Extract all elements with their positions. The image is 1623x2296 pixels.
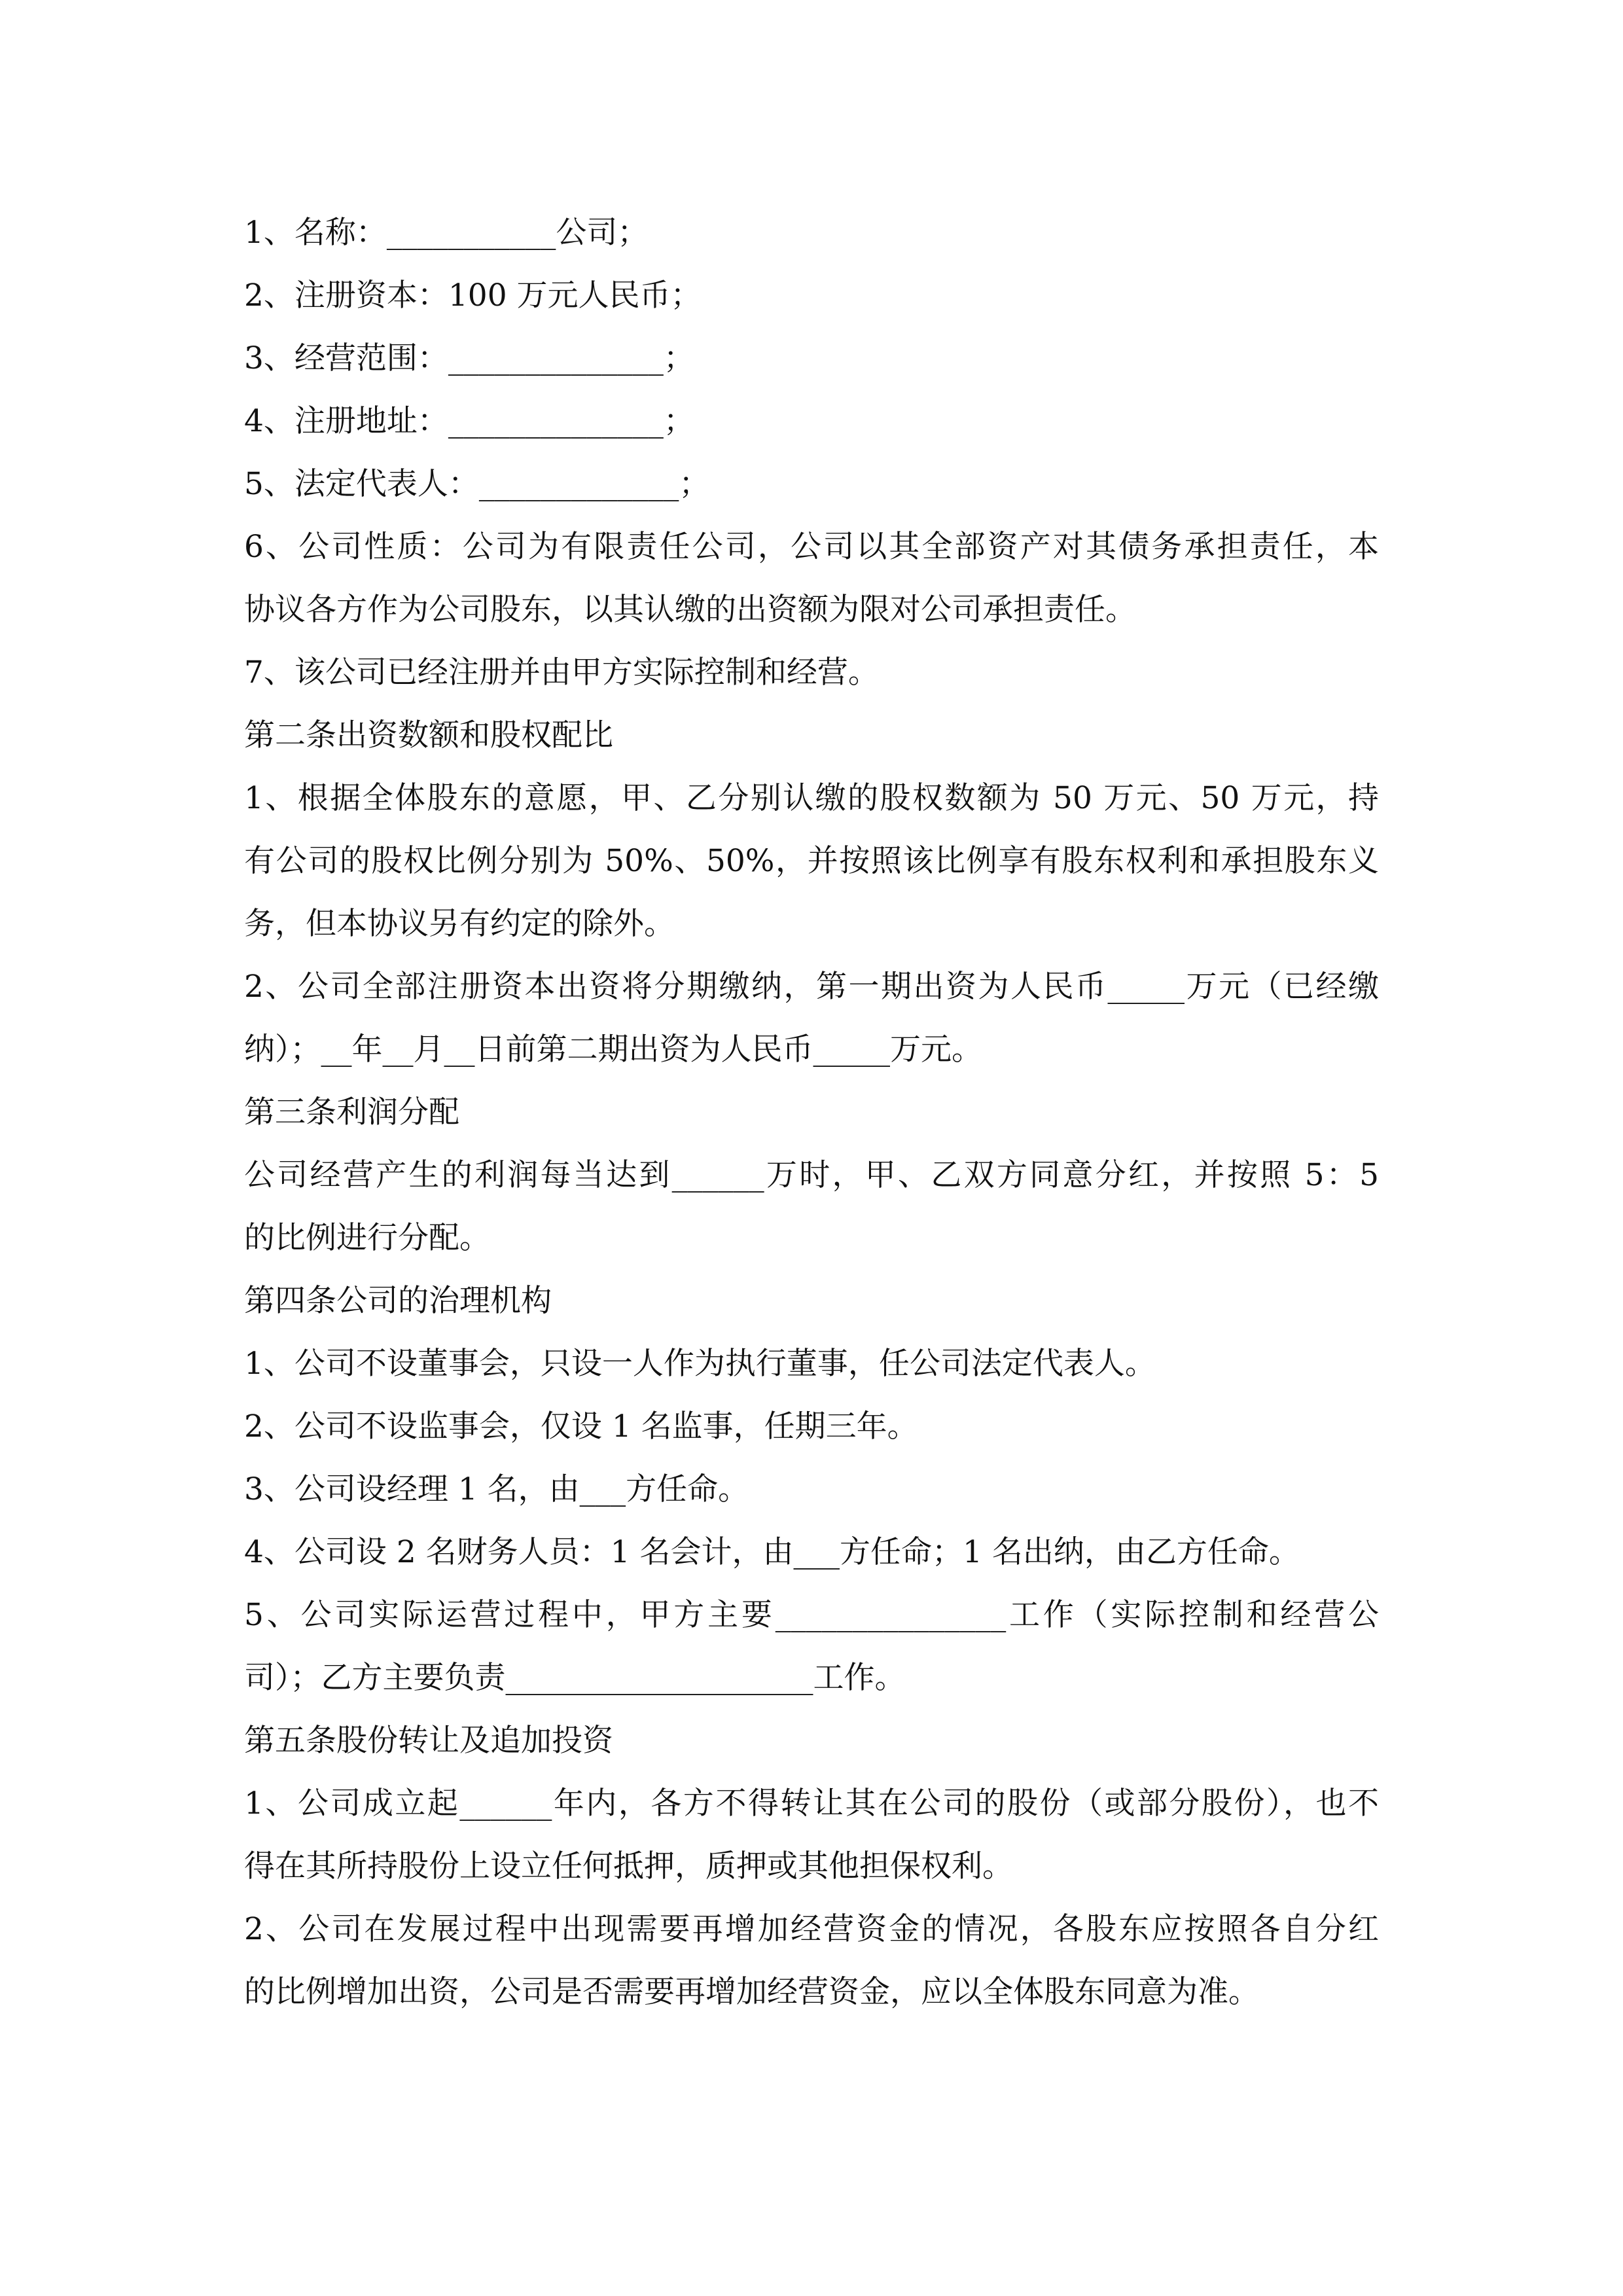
clause-line: 7、该公司已经注册并由甲方实际控制和经营。 [244, 655, 879, 691]
clause-line: 1、公司不设董事会，只设一人作为执行董事，任公司法定代表人。 [244, 1346, 1156, 1382]
clause-line: 司）；乙方主要负责____________________工作。 [244, 1660, 906, 1696]
section-heading: 第二条出资数额和股权配比 [244, 717, 613, 753]
clause-line: 有公司的股权比例分别为 50%、50%，并按照该比例享有股东权利和承担股东义 [244, 843, 1379, 879]
clause-line: 务，但本协议另有约定的除外。 [244, 906, 675, 942]
clause-line: 纳）；__年__月__日前第二期出资为人民币_____万元。 [244, 1031, 982, 1067]
clause-line: 2、公司在发展过程中出现需要再增加经营资金的情况，各股东应按照各自分红 [244, 1911, 1379, 1947]
clause-line: 4、公司设 2 名财务人员：1 名会计，由___方任命；1 名出纳，由乙方任命。 [244, 1534, 1300, 1570]
section-heading: 第四条公司的治理机构 [244, 1283, 552, 1319]
clause-line: 协议各方作为公司股东，以其认缴的出资额为限对公司承担责任。 [244, 592, 1136, 628]
clause-line: 4、注册地址：______________； [244, 403, 694, 439]
clause-line: 1、名称：___________公司； [244, 215, 649, 251]
clause-line: 2、公司全部注册资本出资将分期缴纳，第一期出资为人民币_____万元（已经缴 [244, 969, 1379, 1005]
clause-line: 的比例进行分配。 [244, 1220, 490, 1256]
clause-line: 3、公司设经理 1 名，由___方任命。 [244, 1471, 749, 1507]
clause-line: 的比例增加出资，公司是否需要再增加经营资金，应以全体股东同意为准。 [244, 1974, 1259, 2010]
clause-line: 1、公司成立起______年内，各方不得转让其在公司的股份（或部分股份），也不 [244, 1785, 1379, 1821]
clause-line: 公司经营产生的利润每当达到______万时，甲、乙双方同意分红，并按照 5：5 [244, 1157, 1379, 1193]
clause-line: 2、注册资本：100 万元人民币； [244, 278, 702, 314]
clause-line: 2、公司不设监事会，仅设 1 名监事，任期三年。 [244, 1408, 918, 1444]
clause-line: 3、经营范围：______________； [244, 340, 694, 376]
section-heading: 第三条利润分配 [244, 1094, 459, 1130]
clause-line: 得在其所持股份上设立任何抵押，质押或其他担保权利。 [244, 1848, 1013, 1884]
section-heading: 第五条股份转让及追加投资 [244, 1723, 613, 1759]
clause-line: 1、根据全体股东的意愿，甲、乙分别认缴的股权数额为 50 万元、50 万元，持 [244, 780, 1379, 816]
clause-line: 5、法定代表人：_____________； [244, 466, 710, 502]
clause-line: 5、公司实际运营过程中，甲方主要_______________工作（实际控制和经营公 [244, 1597, 1379, 1633]
clause-line: 6、公司性质：公司为有限责任公司，公司以其全部资产对其债务承担责任，本 [244, 529, 1379, 565]
